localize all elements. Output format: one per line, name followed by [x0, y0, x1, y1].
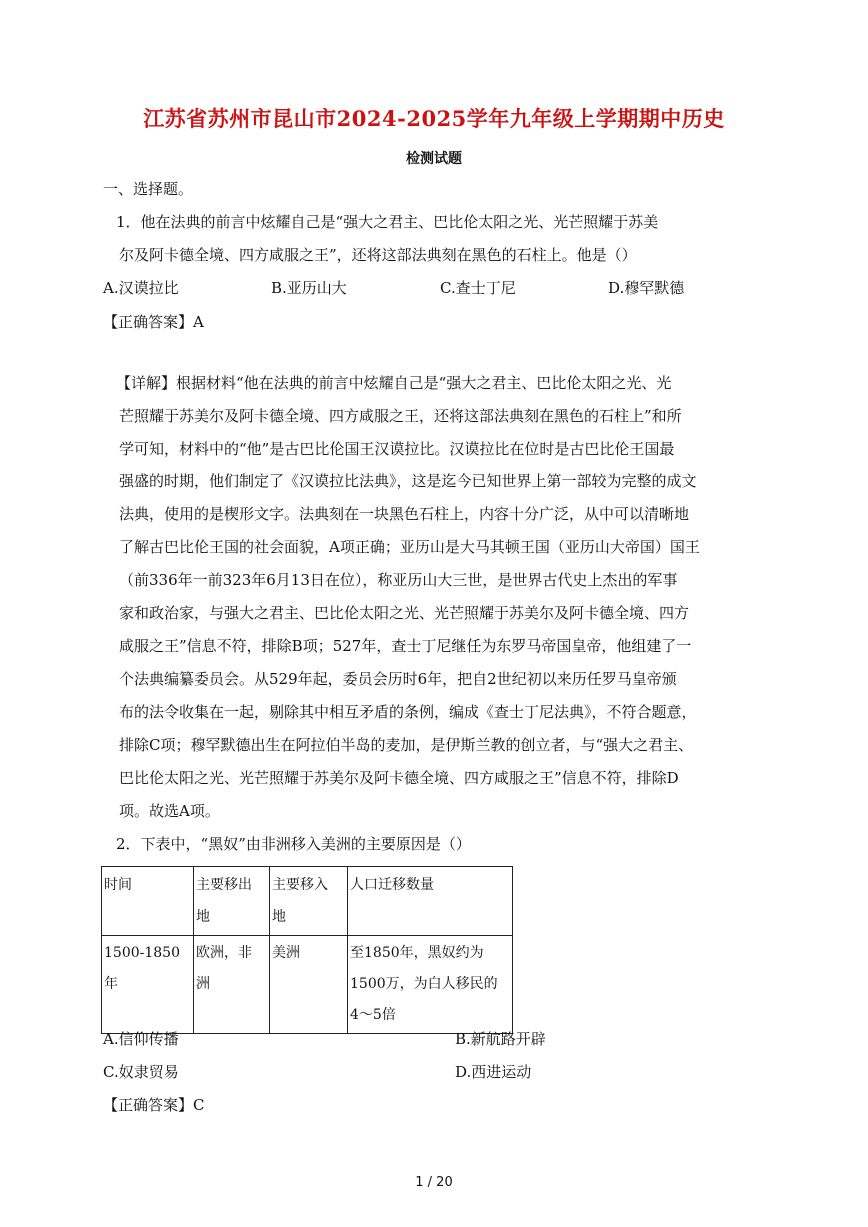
- q1-explanation-line: 【详解】根据材料“他在法典的前言中炫耀自己是“强大之君主、巴比伦太阳之光、光: [116, 374, 672, 392]
- q1-option-a: A.汉谟拉比: [103, 279, 179, 297]
- q1-explanation-line: 布的法令收集在一起，剔除其中相互矛盾的条例，编成《查士丁尼法典》，不符合题意，: [119, 703, 697, 721]
- q1-explanation-line: 芒照耀于苏美尔及阿卡德全境、四方咸服之王，还将这部法典刻在黑色的石柱上”和所: [119, 407, 682, 425]
- q1-explanation-line: 巴比伦太阳之光、光芒照耀于苏美尔及阿卡德全境、四方咸服之王”信息不符，排除D: [119, 769, 679, 787]
- table-cell: 1500-1850年: [102, 936, 194, 1034]
- q1-explanation-line: 学可知，材料中的“他”是古巴比伦国王汉谟拉比。汉谟拉比在位时是古巴比伦王国最: [119, 440, 675, 458]
- q1-explanation-line: （前336年一前323年6月13日在位），称亚历山大三世，是世界古代史上杰出的军事: [119, 571, 678, 589]
- q1-explanation-line: 咸服之王”信息不符，排除B项；527年，查士丁尼继任为东罗马帝国皇帝，他组建了一: [119, 637, 692, 655]
- q1-option-d: D.穆罕默德: [608, 279, 685, 297]
- document-title: 江苏省苏州市昆山市2024-2025学年九年级上学期期中历史: [143, 106, 725, 131]
- table-row: [102, 936, 513, 1034]
- section-heading: 一、选择题。: [103, 180, 194, 198]
- table-header-cell: 主要移入 地: [270, 867, 348, 936]
- q1-option-b: B.亚历山大: [271, 279, 347, 297]
- q1-stem-line-2: 尔及阿卡德全境、四方咸服之王”，还将这部法典刻在黑色的石柱上。他是（）: [119, 246, 637, 264]
- document-subtitle: 检测试题: [406, 151, 462, 167]
- table-cell: 美洲: [270, 936, 348, 1034]
- page-number: 1 / 20: [415, 1175, 453, 1190]
- q1-explanation-line: 强盛的时期，他们制定了《汉谟拉比法典》，这是迄今已知世界上第一部较为完整的成文: [119, 472, 697, 490]
- table-header-cell: 时间: [102, 867, 194, 936]
- q1-option-c: C.查士丁尼: [440, 279, 516, 297]
- q1-explanation-line: 个法典编纂委员会。从529年起，委员会历时6年，把自2世纪初以来历任罗马皇帝颁: [119, 670, 677, 688]
- q2-option-d: D.西进运动: [455, 1063, 532, 1081]
- q2-option-c: C.奴隶贸易: [103, 1063, 179, 1081]
- q1-explanation-line: 了解古巴比伦王国的社会面貌，A项正确；亚历山是大马其顿王国（亚历山大帝国）国王: [119, 538, 700, 556]
- q1-explanation-line: 法典，使用的是楔形文字。法典刻在一块黑色石柱上，内容十分广泛，从中可以清晰地: [119, 505, 690, 523]
- q1-answer: 【正确答案】A: [103, 313, 204, 331]
- table-cell: 欧洲，非 洲: [194, 936, 270, 1034]
- migration-table: [101, 866, 513, 1034]
- q1-explanation-line: 家和政治家，与强大之君主、巴比伦太阳之光、光芒照耀于苏美尔及阿卡德全境、四方: [119, 604, 690, 622]
- table-cell: 至1850年，黑奴约为 1500万，为白人移民的 4～5倍: [348, 936, 513, 1034]
- table-header-row: [102, 867, 513, 936]
- q2-answer: 【正确答案】C: [103, 1096, 205, 1114]
- q2-option-a: A.信仰传播: [103, 1030, 179, 1048]
- q1-explanation-line: 项。故选A项。: [119, 802, 220, 820]
- q1-explanation-line: 排除C项；穆罕默德出生在阿拉伯半岛的麦加，是伊斯兰教的创立者，与“强大之君主、: [119, 736, 694, 754]
- q2-stem: 2．下表中，“黑奴”由非洲移入美洲的主要原因是（）: [116, 835, 471, 853]
- q2-option-b: B.新航路开辟: [455, 1030, 546, 1048]
- q1-stem-line-1: 1．他在法典的前言中炫耀自己是“强大之君主、巴比伦太阳之光、光芒照耀于苏美: [116, 213, 659, 231]
- table-header-cell: 主要移出 地: [194, 867, 270, 936]
- table-header-cell: 人口迁移数量: [348, 867, 513, 936]
